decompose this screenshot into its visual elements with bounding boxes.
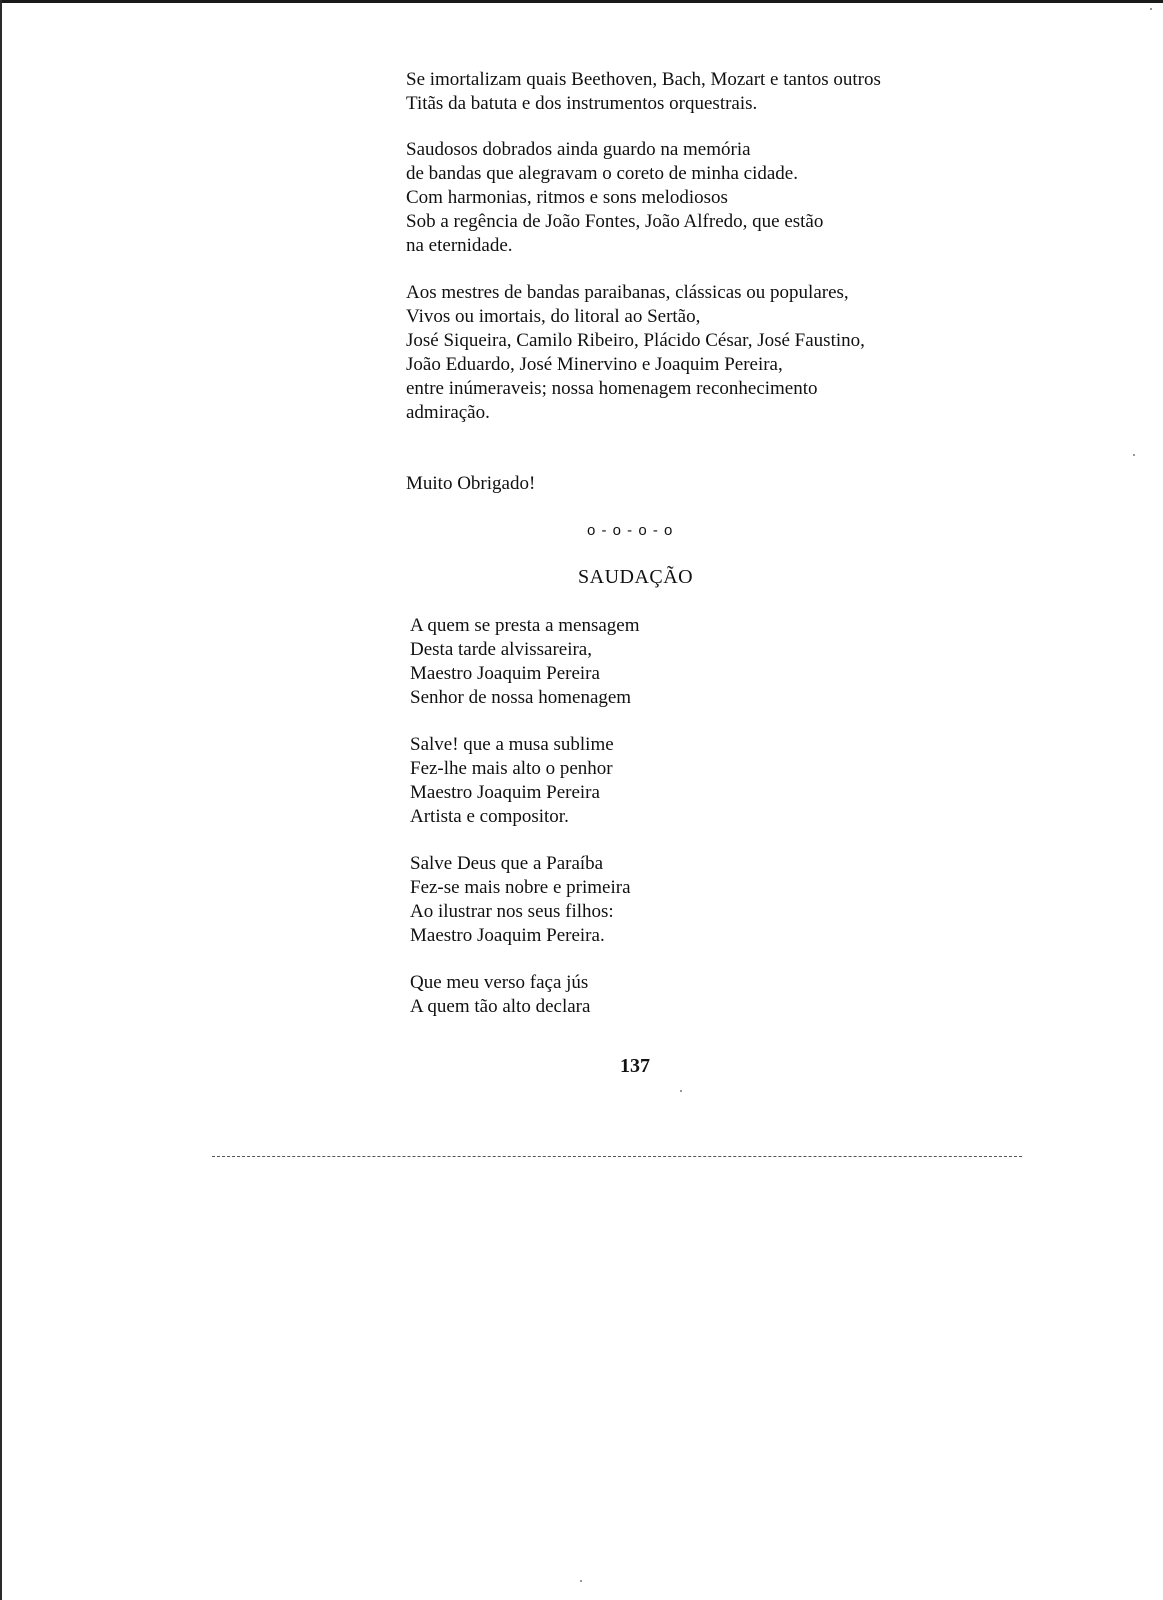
section-title: SAUDAÇÃO <box>578 566 694 588</box>
closing-line: Muito Obrigado! <box>406 473 536 494</box>
poem-stanza-3: Salve Deus que a Paraíba Fez-se mais nobre e primeira Ao ilustrar nos seus filhos: Maestro Joaquim Pereira. <box>410 853 631 946</box>
scan-bottom-dashes <box>212 1156 1022 1157</box>
poem-stanza-2: Salve! que a musa sublime Fez-lhe mais alto o penhor Maestro Joaquim Pereira Artista e compositor. <box>410 734 614 827</box>
scan-speck <box>580 1580 582 1582</box>
poem-stanza-1: A quem se presta a mensagem Desta tarde alvissareira, Maestro Joaquim Pereira Senhor de nossa homenagem <box>410 615 640 708</box>
scan-speck <box>1150 8 1152 10</box>
section-separator: o - o - o - o <box>587 522 674 539</box>
scan-top-border <box>0 0 1163 3</box>
page-number: 137 <box>620 1055 650 1077</box>
intro-paragraph: Se imortalizam quais Beethoven, Bach, Mozart e tantos outros Titãs da batuta e dos instrumentos orquestrais. <box>406 69 881 114</box>
scan-left-border <box>0 0 2 1600</box>
poem-stanza-4: Que meu verso faça jús A quem tão alto declara <box>410 972 591 1017</box>
scan-speck <box>680 1090 682 1092</box>
scan-speck <box>1133 454 1135 456</box>
tribute-paragraph: Aos mestres de bandas paraibanas, clássicas ou populares, Vivos ou imortais, do litoral ao Sertão, José Siqueira, Camilo Ribeiro, Plácido César, José Faustino, João Eduardo, José Minervino e Joaquim Pereira, entre inúmeraveis; nossa homenagem reconhecimento admiração. <box>406 282 865 423</box>
memory-paragraph: Saudosos dobrados ainda guardo na memória de bandas que alegravam o coreto de minha cidade. Com harmonias, ritmos e sons melodiosos Sob a regência de João Fontes, João Alfredo, que estão na eternidade. <box>406 139 824 256</box>
